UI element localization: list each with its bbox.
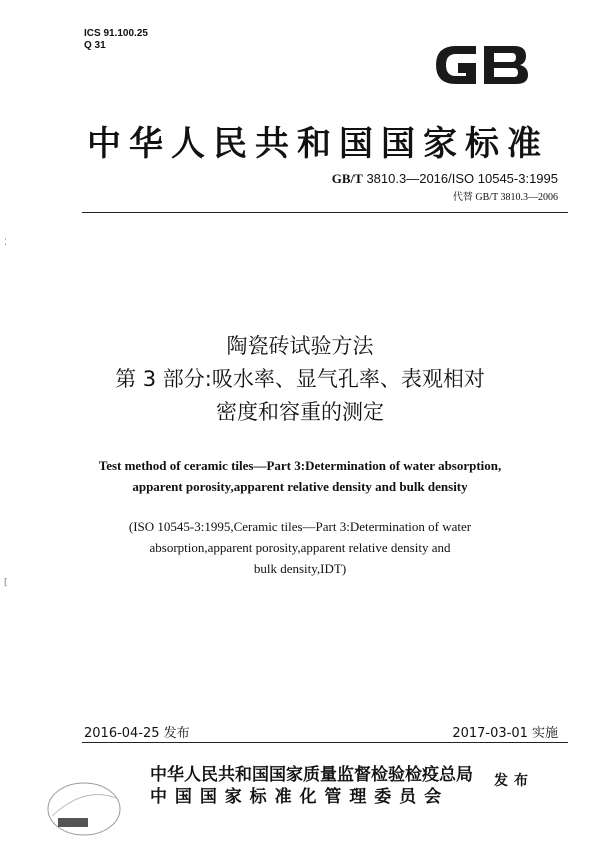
issue-date: 2016-04-25 发布 — [84, 726, 190, 741]
scan-mark-bottom: [ — [4, 578, 8, 588]
ics-code: ICS 91.100.25 — [84, 28, 148, 39]
title-cn-line-2: 第 3 部分:吸水率、显气孔率、表观相对 — [115, 367, 485, 391]
issuer-sac: 中 国 国 家 标 准 化 管 理 委 员 会 — [150, 787, 443, 807]
iso-equivalence-line-3: bulk density,IDT) — [253, 561, 347, 576]
standard-number-rest: 3810.3—2016/ISO 10545-3:1995 — [362, 171, 558, 186]
footer-divider — [82, 742, 568, 743]
issuer-aqsiq: 中华人民共和国国家质量监督检验检疫总局 — [150, 765, 473, 785]
title-cn-line-1: 陶瓷砖试验方法 — [226, 334, 374, 358]
scan-mark-top: ⁚ — [4, 238, 7, 248]
issue-label: 发布 — [494, 773, 534, 789]
title-cn-line-3: 密度和容重的测定 — [216, 400, 384, 424]
implementation-date: 2017-03-01 实施 — [452, 726, 558, 741]
iso-equivalence-line-1: (ISO 10545-3:1995,Ceramic tiles—Part 3:Determination of water — [128, 519, 472, 534]
replaces-note: 代替 GB/T 3810.3—2006 — [452, 192, 558, 203]
header-divider — [82, 212, 568, 213]
title-en-line-2: apparent porosity,apparent relative density and bulk density — [132, 479, 468, 494]
title-en-line-1: Test method of ceramic tiles—Part 3:Determination of water absorption, — [98, 458, 502, 473]
iso-equivalence-line-2: absorption,apparent porosity,apparent relative density and — [149, 540, 451, 555]
gb-logo — [426, 36, 538, 94]
classification-codes — [84, 28, 148, 52]
national-standard-title: 中华人民共和国国家标准 — [87, 124, 549, 164]
ccs-code: Q 31 — [84, 40, 106, 51]
watermark-stamp — [44, 776, 124, 842]
standard-number-prefix: GB/T — [331, 171, 363, 186]
standard-number — [332, 171, 558, 187]
